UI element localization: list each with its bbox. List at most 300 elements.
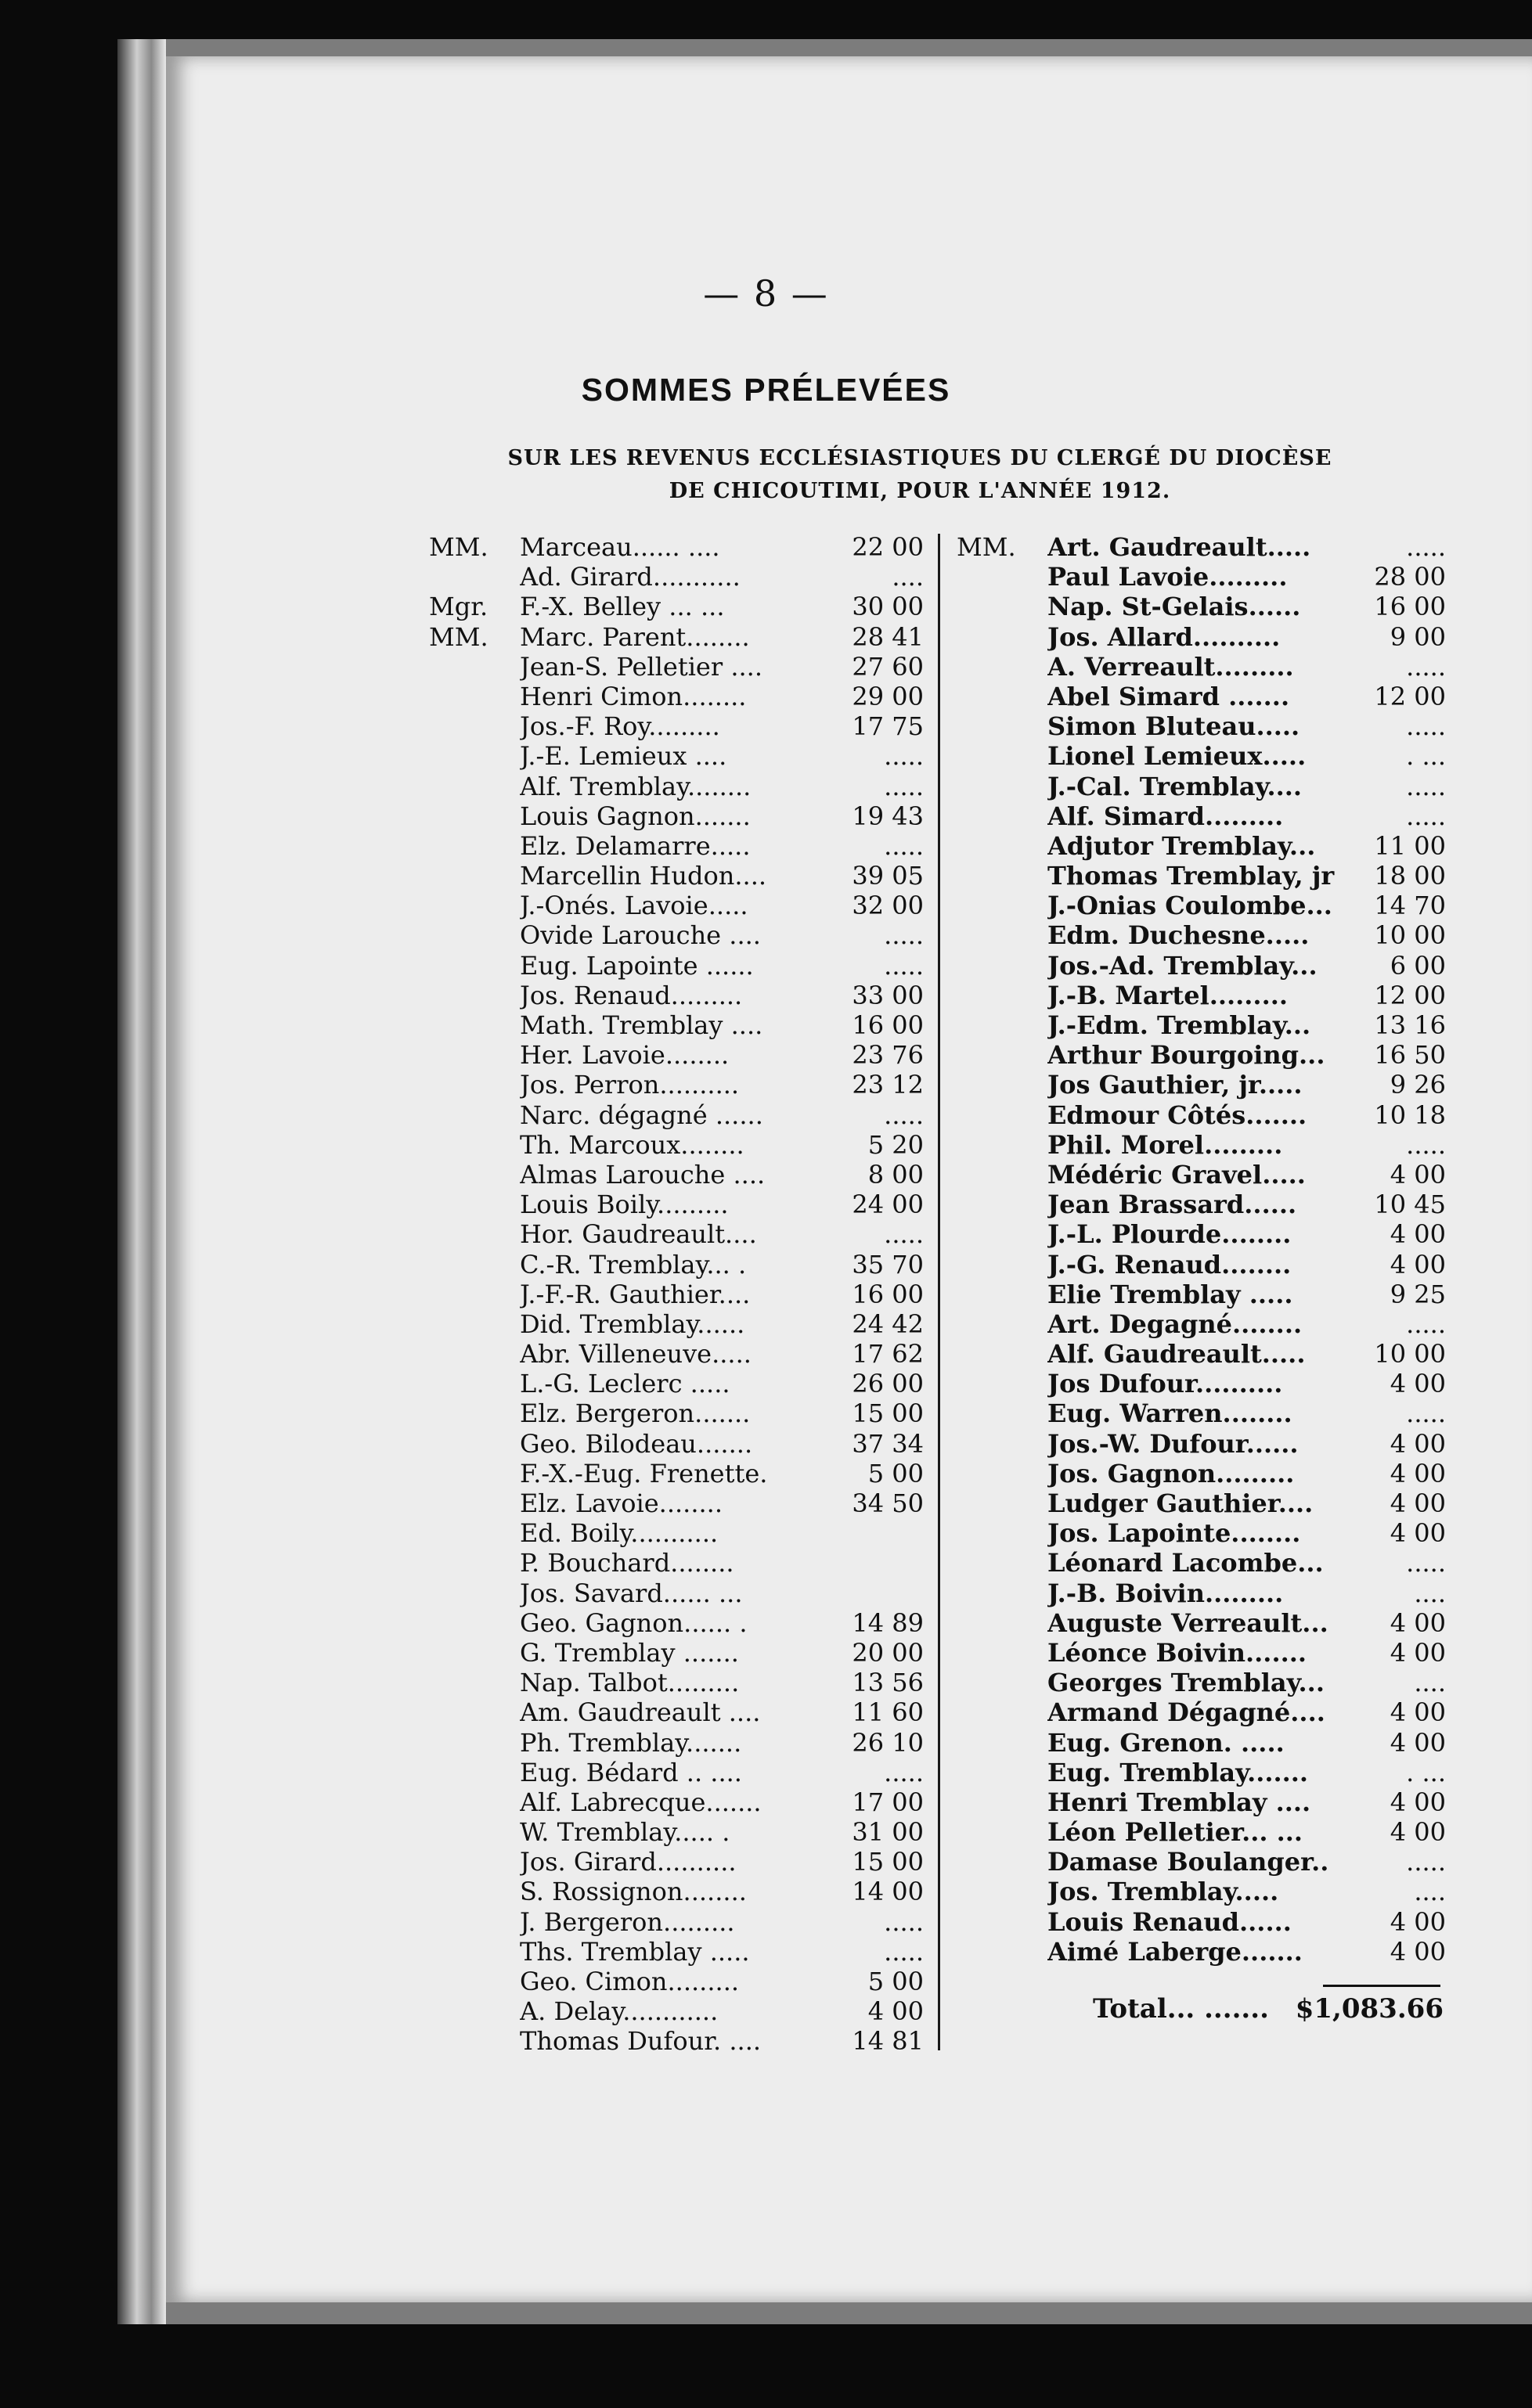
- list-item: [957, 1280, 1446, 1309]
- clergy-name: Arthur Bourgoing...: [1047, 1040, 1325, 1071]
- amount: 24 00: [852, 1190, 924, 1220]
- amount: 13 56: [852, 1668, 924, 1698]
- amount: 4 00: [1390, 1428, 1446, 1459]
- clergy-name: J.-Onés. Lavoie.....: [520, 891, 748, 921]
- clergy-name: Nap. St-Gelais......: [1047, 592, 1301, 622]
- amount: 4 00: [1390, 1787, 1446, 1817]
- total-label: Total... .......: [1093, 1993, 1269, 2025]
- amount: 35 70: [852, 1249, 924, 1280]
- list-item: [957, 772, 1446, 801]
- list-item: [957, 1070, 1446, 1100]
- clergy-name: Jean Brassard......: [1047, 1190, 1297, 1220]
- clergy-name: Jos Dufour..........: [1047, 1369, 1283, 1399]
- clergy-name: Eug. Tremblay.......: [1047, 1757, 1309, 1787]
- amount: 10 00: [1374, 920, 1446, 951]
- list-item: [957, 1130, 1446, 1160]
- list-item: [957, 711, 1446, 741]
- clergy-name: Ed. Boily...........: [520, 1518, 719, 1549]
- amount: .....: [1406, 711, 1446, 742]
- list-item: [429, 1996, 924, 2026]
- clergy-name: Jos. Allard..........: [1047, 621, 1281, 652]
- list-item: [429, 741, 924, 771]
- list-item: [957, 1250, 1446, 1280]
- list-item: [429, 1937, 924, 1967]
- clergy-name: Eug. Grenon. .....: [1047, 1727, 1285, 1758]
- list-item: [957, 592, 1446, 621]
- clergy-name: Marcellin Hudon....: [520, 861, 767, 891]
- page-subtitle: [407, 442, 1433, 508]
- list-item: [957, 1877, 1446, 1906]
- list-item: [429, 1190, 924, 1219]
- total-value: $1,083.66: [1295, 1993, 1444, 2025]
- title-prefix: Mgr.: [429, 592, 488, 622]
- list-item: [429, 1130, 924, 1160]
- amount: ....: [892, 562, 924, 592]
- list-item: [429, 1638, 924, 1668]
- amount: 4 00: [1390, 1159, 1446, 1190]
- amount: 4 00: [1390, 1637, 1446, 1668]
- list-item: [957, 981, 1446, 1010]
- list-item: [429, 711, 924, 741]
- clergy-name: Jos. Gagnon.........: [1047, 1458, 1295, 1488]
- amount: 18 00: [1374, 861, 1446, 891]
- clergy-name: Lionel Lemieux.....: [1047, 741, 1307, 772]
- amount: 11 60: [852, 1697, 924, 1728]
- list-item: [957, 1429, 1446, 1459]
- amount: 17 00: [852, 1787, 924, 1817]
- amount: 26 10: [852, 1727, 924, 1758]
- list-item: [957, 741, 1446, 771]
- clergy-name: Elz. Delamarre.....: [520, 830, 751, 861]
- amount: 4 00: [1390, 1817, 1446, 1848]
- title-prefix: MM.: [429, 532, 488, 562]
- amount: ....: [1414, 1578, 1446, 1608]
- amount: 15 00: [852, 1847, 924, 1877]
- list-item: [957, 1040, 1446, 1070]
- amount: 37 34: [852, 1428, 924, 1459]
- list-item: [429, 1817, 924, 1847]
- list-item: [429, 801, 924, 831]
- amount: 17 75: [852, 711, 924, 742]
- clergy-name: Th. Marcoux........: [520, 1129, 744, 1160]
- clergy-name: Math. Tremblay ....: [520, 1010, 763, 1040]
- list-item: [429, 772, 924, 801]
- clergy-name: Jos. Tremblay.....: [1047, 1877, 1279, 1907]
- clergy-name: Jos.-W. Dufour......: [1047, 1428, 1299, 1459]
- clergy-name: Jos Gauthier, jr.....: [1047, 1070, 1303, 1100]
- list-item: [429, 861, 924, 891]
- list-item: [957, 1309, 1446, 1339]
- list-item: [957, 652, 1446, 682]
- clergy-name: Louis Renaud......: [1047, 1906, 1292, 1937]
- amount: .....: [1406, 1308, 1446, 1339]
- clergy-name: Abr. Villeneuve.....: [520, 1339, 752, 1370]
- list-item: [429, 1369, 924, 1398]
- clergy-name: Hor. Gaudreault....: [520, 1219, 757, 1250]
- amount: .....: [1406, 1398, 1446, 1429]
- clergy-name: Ovide Larouche ....: [520, 920, 761, 951]
- clergy-name: Jean-S. Pelletier ....: [520, 651, 763, 682]
- amount: 28 41: [852, 621, 924, 652]
- clergy-name: J.-Edm. Tremblay...: [1047, 1010, 1311, 1040]
- list-item: [957, 1847, 1446, 1877]
- amount: 10 45: [1374, 1190, 1446, 1220]
- list-item: [957, 1787, 1446, 1817]
- clergy-name: Edmour Côtés.......: [1047, 1100, 1307, 1130]
- clergy-name: Henri Cimon........: [520, 681, 747, 711]
- amount: .....: [1406, 1548, 1446, 1578]
- list-item: [429, 951, 924, 981]
- list-item: [429, 1967, 924, 1996]
- list-item: [429, 652, 924, 682]
- clergy-name: Elz. Lavoie........: [520, 1488, 723, 1518]
- list-item: [429, 562, 924, 592]
- list-item: [429, 532, 924, 562]
- clergy-name: Simon Bluteau.....: [1047, 711, 1300, 742]
- list-item: [957, 1578, 1446, 1608]
- list-item: [429, 592, 924, 621]
- clergy-name: Georges Tremblay...: [1047, 1668, 1325, 1698]
- amount: .....: [884, 950, 924, 981]
- list-item: [957, 1668, 1446, 1697]
- list-item: [429, 1280, 924, 1309]
- clergy-name: Edm. Duchesne.....: [1047, 920, 1310, 951]
- amount: 16 00: [852, 1010, 924, 1040]
- amount: .....: [884, 1757, 924, 1787]
- clergy-name: Aimé Laberge.......: [1047, 1936, 1303, 1967]
- amount: 6 00: [1390, 950, 1446, 981]
- amount: 9 25: [1390, 1279, 1446, 1309]
- clergy-name: Damase Boulanger..: [1047, 1847, 1329, 1877]
- list-item: [429, 682, 924, 711]
- clergy-name: J.-Onias Coulombe...: [1047, 891, 1332, 921]
- list-item: [429, 2026, 924, 2056]
- amount: ....: [1414, 1877, 1446, 1907]
- amount: .....: [884, 1100, 924, 1130]
- amount: 26 00: [852, 1369, 924, 1399]
- clergy-name: Am. Gaudreault ....: [520, 1697, 761, 1728]
- list-item: [957, 1697, 1446, 1727]
- list-item: [957, 801, 1446, 831]
- amount: 11 00: [1374, 830, 1446, 861]
- clergy-name: Her. Lavoie........: [520, 1040, 730, 1071]
- clergy-name: Thomas Dufour. ....: [520, 2026, 762, 2057]
- clergy-name: Adjutor Tremblay...: [1047, 830, 1316, 861]
- clergy-name: S. Rossignon........: [520, 1877, 747, 1907]
- clergy-name: Armand Dégagné....: [1047, 1697, 1325, 1728]
- amount: 12 00: [1374, 980, 1446, 1010]
- amount: 14 70: [1374, 891, 1446, 921]
- clergy-name: Elz. Bergeron.......: [520, 1398, 751, 1429]
- clergy-name: Did. Tremblay......: [520, 1308, 745, 1339]
- clergy-name: Almas Larouche ....: [520, 1159, 766, 1190]
- amount: 4 00: [1390, 1518, 1446, 1549]
- list-item: [429, 1518, 924, 1548]
- list-item: [957, 1907, 1446, 1937]
- list-item: [429, 1697, 924, 1727]
- page-number: — 8 —: [703, 272, 829, 315]
- amount: 29 00: [852, 681, 924, 711]
- amount: 4 00: [1390, 1697, 1446, 1728]
- amount: .....: [1406, 532, 1446, 562]
- clergy-name: L.-G. Leclerc .....: [520, 1369, 730, 1399]
- amount: 17 62: [852, 1339, 924, 1370]
- amount: 4 00: [1390, 1906, 1446, 1937]
- clergy-name: Alf. Simard.........: [1047, 801, 1284, 831]
- clergy-name: Phil. Morel.........: [1047, 1129, 1283, 1160]
- clergy-name: Abel Simard .......: [1047, 681, 1290, 711]
- clergy-name: Eug. Lapointe ......: [520, 950, 754, 981]
- amount: 4 00: [1390, 1458, 1446, 1488]
- amount: 19 43: [852, 801, 924, 831]
- amount: 33 00: [852, 980, 924, 1010]
- clergy-name: Ph. Tremblay.......: [520, 1727, 742, 1758]
- clergy-name: Jos. Savard...... ...: [520, 1578, 743, 1608]
- clergy-name: J. Bergeron.........: [520, 1906, 735, 1937]
- clergy-name: Art. Degagné........: [1047, 1308, 1303, 1339]
- amount: 5 20: [867, 1129, 924, 1160]
- clergy-name: Jos. Lapointe........: [1047, 1518, 1301, 1549]
- list-item: [957, 1160, 1446, 1190]
- clergy-name: Marceau...... ....: [520, 532, 720, 562]
- clergy-name: J.-E. Lemieux ....: [520, 741, 727, 772]
- page-title: SOMMES PRÉLEVÉES: [581, 372, 951, 408]
- title-prefix: MM.: [957, 532, 1016, 562]
- list-item: [429, 1847, 924, 1877]
- clergy-name: Marc. Parent........: [520, 621, 750, 652]
- clergy-name: Geo. Bilodeau.......: [520, 1428, 753, 1459]
- title-prefix: MM.: [429, 621, 488, 652]
- list-item: [429, 1459, 924, 1488]
- amount: .....: [1406, 1129, 1446, 1160]
- list-item: [957, 562, 1446, 592]
- amount: . ...: [1406, 1757, 1446, 1787]
- list-item: [429, 1578, 924, 1608]
- list-item: [957, 920, 1446, 950]
- list-item: [957, 951, 1446, 981]
- list-item: [957, 682, 1446, 711]
- total-row: [1093, 1993, 1444, 2025]
- amount: ....: [1414, 1668, 1446, 1698]
- amount: .....: [884, 1219, 924, 1250]
- amount: 20 00: [852, 1637, 924, 1668]
- amount: 27 60: [852, 651, 924, 682]
- amount: 5 00: [867, 1967, 924, 1996]
- column-divider: [938, 534, 940, 2050]
- clergy-name: A. Delay............: [520, 1996, 719, 2027]
- list-item: [957, 1608, 1446, 1638]
- amount: 4 00: [1390, 1369, 1446, 1399]
- amount: .....: [884, 1906, 924, 1937]
- clergy-name: Jos. Perron..........: [520, 1070, 740, 1100]
- list-item: [957, 1190, 1446, 1219]
- amount: 16 00: [852, 1279, 924, 1309]
- list-item: [429, 1608, 924, 1638]
- amount: 4 00: [1390, 1727, 1446, 1758]
- list-item: [957, 1817, 1446, 1847]
- amount: 16 00: [1374, 592, 1446, 622]
- clergy-name: J.-B. Martel.........: [1047, 980, 1288, 1010]
- amount: 9 00: [1390, 621, 1446, 652]
- clergy-name: Ad. Girard...........: [520, 562, 741, 592]
- left-column-list: [429, 532, 924, 2057]
- clergy-name: J.-B. Boivin.........: [1047, 1578, 1284, 1608]
- amount: 12 00: [1374, 681, 1446, 711]
- amount: .....: [1406, 771, 1446, 801]
- list-item: [429, 981, 924, 1010]
- clergy-name: Geo. Gagnon...... .: [520, 1607, 748, 1638]
- clergy-name: Eug. Bédard .. ....: [520, 1757, 742, 1787]
- list-item: [957, 1459, 1446, 1488]
- list-item: [429, 1219, 924, 1249]
- amount: 10 18: [1374, 1100, 1446, 1130]
- clergy-name: Léonard Lacombe...: [1047, 1548, 1324, 1578]
- list-item: [429, 1010, 924, 1040]
- clergy-name: A. Verreault.........: [1047, 651, 1294, 682]
- list-item: [957, 1638, 1446, 1668]
- amount: 16 50: [1374, 1040, 1446, 1071]
- clergy-name: C.-R. Tremblay... .: [520, 1249, 747, 1280]
- clergy-name: Thomas Tremblay, jr: [1047, 861, 1335, 891]
- amount: .....: [884, 771, 924, 801]
- list-item: [957, 1369, 1446, 1398]
- clergy-name: Paul Lavoie.........: [1047, 562, 1288, 592]
- amount: .....: [1406, 801, 1446, 831]
- list-item: [957, 831, 1446, 861]
- list-item: [957, 891, 1446, 920]
- amount: .....: [1406, 1847, 1446, 1877]
- clergy-name: J.-F.-R. Gauthier....: [520, 1279, 751, 1309]
- clergy-name: G. Tremblay .......: [520, 1637, 739, 1668]
- amount: .....: [884, 830, 924, 861]
- subtitle-line: DE CHICOUTIMI, POUR L'ANNÉE 1912.: [669, 479, 1171, 503]
- list-item: [429, 1339, 924, 1369]
- list-item: [957, 1488, 1446, 1518]
- list-item: [957, 1758, 1446, 1787]
- list-item: [429, 1309, 924, 1339]
- list-item: [429, 1907, 924, 1937]
- clergy-name: Médéric Gravel.....: [1047, 1159, 1306, 1190]
- clergy-name: P. Bouchard........: [520, 1548, 734, 1578]
- amount: 23 76: [852, 1040, 924, 1071]
- list-item: [429, 1040, 924, 1070]
- amount: 4 00: [1390, 1488, 1446, 1518]
- list-item: [957, 861, 1446, 891]
- amount: 14 89: [852, 1607, 924, 1638]
- subtitle-line: SUR LES REVENUS ECCLÉSIASTIQUES DU CLERGÉ DU DIOCÈSE: [507, 446, 1332, 470]
- amount: . ...: [1406, 741, 1446, 772]
- clergy-name: Alf. Tremblay........: [520, 771, 752, 801]
- clergy-name: Art. Gaudreault.....: [1047, 532, 1311, 562]
- amount: 9 26: [1390, 1070, 1446, 1100]
- list-item: [429, 1488, 924, 1518]
- amount: .....: [1406, 651, 1446, 682]
- amount: 22 00: [852, 532, 924, 562]
- amount: 39 05: [852, 861, 924, 891]
- clergy-name: W. Tremblay..... .: [520, 1817, 730, 1848]
- amount: 8 00: [867, 1159, 924, 1190]
- amount: 15 00: [852, 1398, 924, 1429]
- clergy-name: Louis Gagnon.......: [520, 801, 751, 831]
- clergy-name: F.-X.-Eug. Frenette.: [520, 1458, 768, 1488]
- clergy-name: Geo. Cimon.........: [520, 1967, 740, 1996]
- clergy-name: Ths. Tremblay .....: [520, 1936, 750, 1967]
- clergy-name: Alf. Labrecque.......: [520, 1787, 762, 1817]
- clergy-name: Eug. Warren........: [1047, 1398, 1292, 1429]
- amount: .....: [884, 920, 924, 951]
- list-item: [957, 1010, 1446, 1040]
- clergy-name: Nap. Talbot.........: [520, 1668, 740, 1698]
- clergy-name: Henri Tremblay ....: [1047, 1787, 1311, 1817]
- amount: 4 00: [1390, 1936, 1446, 1967]
- list-item: [429, 1250, 924, 1280]
- list-item: [429, 1429, 924, 1459]
- list-item: [429, 1728, 924, 1758]
- amount: 28 00: [1374, 562, 1446, 592]
- list-item: [429, 1160, 924, 1190]
- clergy-name: Narc. dégagné ......: [520, 1100, 763, 1130]
- list-item: [957, 1937, 1446, 1967]
- list-item: [429, 1787, 924, 1817]
- list-item: [957, 1728, 1446, 1758]
- amount: 23 12: [852, 1070, 924, 1100]
- amount: 4 00: [1390, 1249, 1446, 1280]
- clergy-name: Louis Boily.........: [520, 1190, 729, 1220]
- amount: 34 50: [852, 1488, 924, 1518]
- clergy-name: Léonce Boivin.......: [1047, 1637, 1307, 1668]
- amount: 13 16: [1374, 1010, 1446, 1040]
- list-item: [429, 1758, 924, 1787]
- amount: 31 00: [852, 1817, 924, 1848]
- amount: 30 00: [852, 592, 924, 622]
- list-item: [429, 920, 924, 950]
- clergy-name: F.-X. Belley ... ...: [520, 592, 725, 622]
- clergy-name: Alf. Gaudreault.....: [1047, 1339, 1306, 1370]
- clergy-name: Jos. Girard..........: [520, 1847, 737, 1877]
- amount: 14 00: [852, 1877, 924, 1907]
- list-item: [429, 831, 924, 861]
- list-item: [429, 1398, 924, 1428]
- amount: 5 00: [867, 1458, 924, 1488]
- list-item: [957, 1398, 1446, 1428]
- list-item: [957, 1518, 1446, 1548]
- amount: .....: [884, 1936, 924, 1967]
- clergy-name: Ludger Gauthier....: [1047, 1488, 1314, 1518]
- clergy-name: J.-G. Renaud........: [1047, 1249, 1292, 1280]
- list-item: [429, 1100, 924, 1130]
- clergy-name: Elie Tremblay .....: [1047, 1279, 1293, 1309]
- amount: 14 81: [852, 2026, 924, 2057]
- total-rule: [1323, 1985, 1440, 1987]
- list-item: [957, 532, 1446, 562]
- amount: 24 42: [852, 1308, 924, 1339]
- list-item: [957, 622, 1446, 652]
- amount: .....: [884, 741, 924, 772]
- clergy-name: Jos.-F. Roy.........: [520, 711, 720, 742]
- amount: 4 00: [867, 1996, 924, 2027]
- clergy-name: Auguste Verreault...: [1047, 1607, 1328, 1638]
- list-item: [957, 1339, 1446, 1369]
- amount: 10 00: [1374, 1339, 1446, 1370]
- list-item: [957, 1548, 1446, 1578]
- list-item: [957, 1219, 1446, 1249]
- list-item: [429, 1548, 924, 1578]
- right-column-list: [957, 532, 1446, 1967]
- amount: 32 00: [852, 891, 924, 921]
- clergy-name: J.-L. Plourde........: [1047, 1219, 1292, 1250]
- clergy-name: Jos. Renaud.........: [520, 980, 743, 1010]
- list-item: [429, 891, 924, 920]
